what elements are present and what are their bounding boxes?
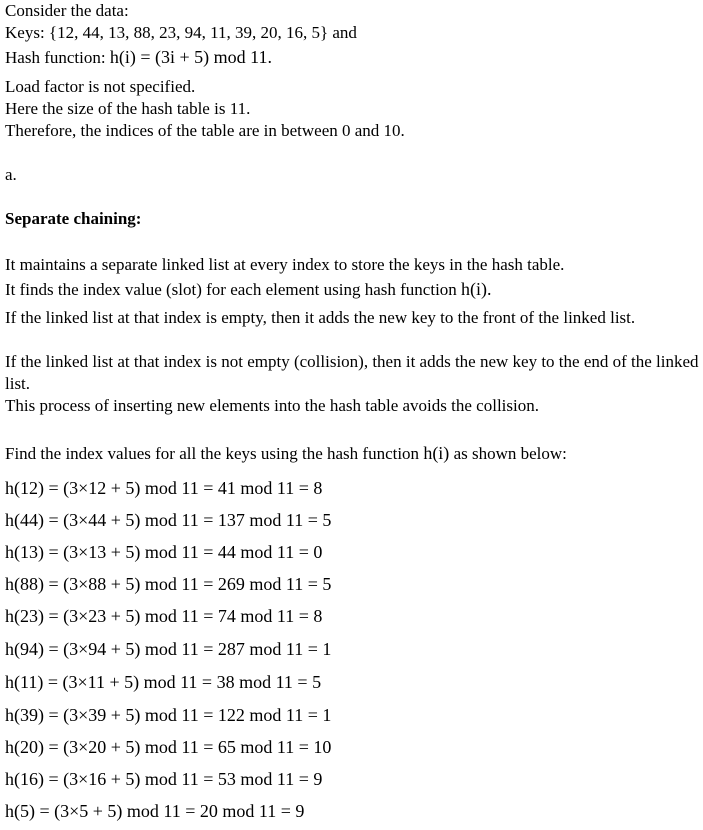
- description-p3: If the linked list at that index is empty, then it adds the new key to the front of the linked list.: [5, 308, 636, 327]
- description-p5: This process of inserting new elements into the hash table avoids the collision.: [5, 396, 539, 415]
- find-index-formula: h(i): [423, 443, 450, 463]
- description-p1: It maintains a separate linked list at every index to store the keys in the hash table.: [5, 255, 565, 274]
- description-p2: [5, 278, 492, 301]
- hash-computation-5: h(5) = (3×5 + 5) mod 11 = 20 mod 11 = 9: [5, 801, 305, 821]
- keys-line: Keys: {12, 44, 13, 88, 23, 94, 11, 39, 20, 16, 5} and: [5, 23, 357, 42]
- hash-computation-20: h(20) = (3×20 + 5) mod 11 = 65 mod 11 = 10: [5, 737, 332, 757]
- load-factor-line: Load factor is not specified.: [5, 77, 196, 96]
- description-p2-formula: h(i).: [461, 279, 492, 299]
- find-index-text: Find the index values for all the keys using the hash function: [5, 444, 420, 463]
- hash-computation-11: h(11) = (3×11 + 5) mod 11 = 38 mod 11 = 5: [5, 672, 322, 692]
- table-size-line: Here the size of the hash table is 11.: [5, 99, 251, 118]
- indices-line: Therefore, the indices of the table are in between 0 and 10.: [5, 121, 405, 140]
- hash-computation-12: h(12) = (3×12 + 5) mod 11 = 41 mod 11 = 8: [5, 478, 323, 498]
- description-p4: If the linked list at that index is not empty (collision), then it adds the new key to the end of the linked list.: [5, 352, 699, 393]
- part-label: a.: [5, 165, 17, 184]
- hash-function-line: [5, 46, 272, 69]
- hash-function-formula: h(i) = (3i + 5) mod 11.: [109, 47, 272, 67]
- intro-line: Consider the data:: [5, 1, 129, 20]
- find-index-suffix: as shown below:: [453, 444, 567, 463]
- find-index-line: [5, 442, 567, 465]
- hash-computation-44: h(44) = (3×44 + 5) mod 11 = 137 mod 11 = 5: [5, 510, 332, 530]
- description-p2-text: It finds the index value (slot) for each element using hash function: [5, 280, 457, 299]
- hash-computation-13: h(13) = (3×13 + 5) mod 11 = 44 mod 11 = 0: [5, 542, 323, 562]
- hash-computation-94: h(94) = (3×94 + 5) mod 11 = 287 mod 11 = 1: [5, 639, 332, 659]
- section-heading: Separate chaining:: [5, 209, 142, 228]
- hash-function-label: Hash function:: [5, 48, 106, 67]
- hash-computation-23: h(23) = (3×23 + 5) mod 11 = 74 mod 11 = 8: [5, 606, 323, 626]
- hash-computation-88: h(88) = (3×88 + 5) mod 11 = 269 mod 11 = 5: [5, 574, 332, 594]
- hash-computation-39: h(39) = (3×39 + 5) mod 11 = 122 mod 11 = 1: [5, 705, 332, 725]
- hash-computation-16: h(16) = (3×16 + 5) mod 11 = 53 mod 11 = 9: [5, 769, 323, 789]
